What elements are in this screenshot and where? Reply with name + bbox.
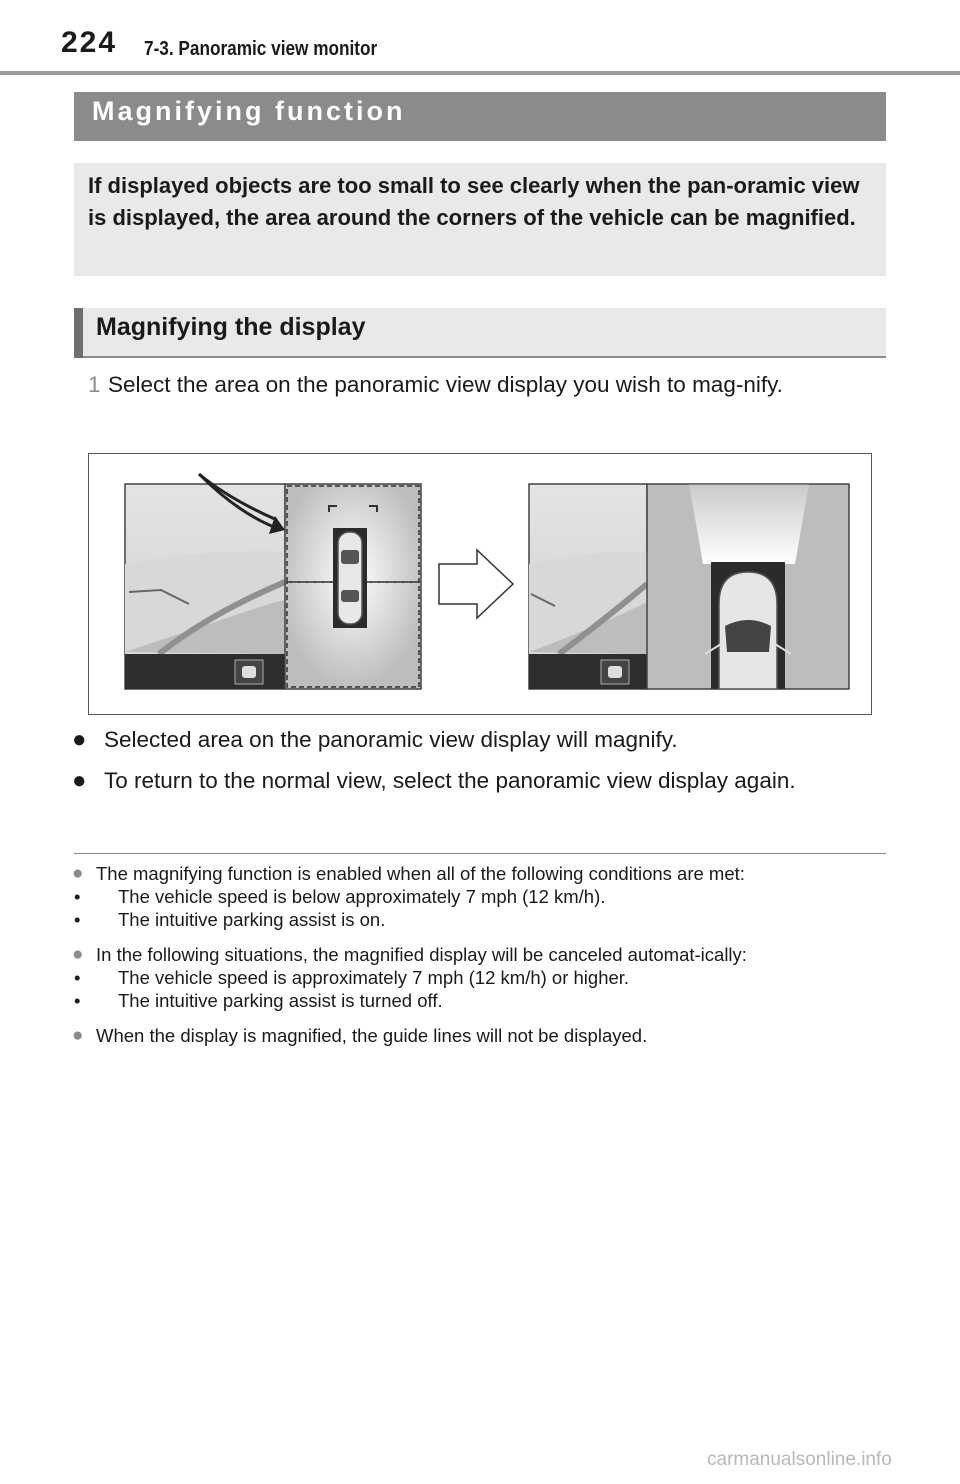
step-1 [88, 368, 878, 402]
bullet-text: To return to the normal view, select the panoramic view display again. [104, 768, 796, 793]
sub-bullet: • [74, 990, 81, 1011]
note-bullet: ● [72, 1025, 84, 1046]
left-screen-panoramic-view [285, 484, 421, 689]
sub-bullet: • [74, 967, 81, 988]
bullet-text: Selected area on the panoramic view display will magnify. [104, 727, 678, 752]
note-bullet: ● [72, 863, 84, 884]
step-text: Select the area on the panoramic view display you wish to mag-nify. [108, 372, 783, 397]
note-text: When the display is magnified, the guide lines will not be displayed. [96, 1025, 648, 1046]
bullet-item [72, 723, 872, 757]
subheading-title: Magnifying the display [96, 313, 366, 341]
heading-title: Magnifying function [92, 96, 406, 126]
page-header [0, 0, 960, 76]
sub-bullet: • [74, 909, 81, 930]
note-text: The magnifying function is enabled when all of the following conditions are met: [96, 863, 745, 884]
intro-text: If displayed objects are too small to see clearly when the pan-oramic view is displayed, the area around the corners of the vehicle can be magnified. [88, 173, 860, 230]
note-sub-text: The vehicle speed is approximately 7 mph (12 km/h) or higher. [118, 967, 630, 988]
page-number: 224 [61, 26, 118, 59]
note-bullet: ● [72, 944, 84, 965]
subheading-accent-bar [74, 308, 83, 358]
bullet-item [72, 764, 872, 798]
note-sub-item [72, 908, 884, 931]
note-sub-item [72, 966, 884, 989]
notes-section [72, 862, 884, 1059]
note-item [72, 1024, 884, 1047]
step-number: 1 [88, 372, 101, 397]
right-arrow-icon [439, 550, 513, 618]
right-screen-camera-view [529, 484, 647, 689]
sub-bullet: • [74, 886, 81, 907]
section-title: 7-3. Panoramic view monitor [144, 38, 378, 60]
note-sub-text: The intuitive parking assist is turned off. [118, 990, 443, 1011]
note-sub-text: The intuitive parking assist is on. [118, 909, 386, 930]
header-rule [0, 71, 960, 75]
note-sub-item [72, 885, 884, 908]
illustration-svg [89, 454, 871, 714]
notes-divider [74, 853, 886, 854]
illustration [88, 453, 872, 715]
note-item [72, 943, 884, 1012]
note-text: In the following situations, the magnified display will be canceled automat-ically: [96, 944, 747, 965]
note-sub-item [72, 989, 884, 1012]
left-screen-camera-view [125, 484, 285, 689]
bullet-dot: ● [72, 767, 87, 794]
car-top-view-icon [338, 532, 362, 624]
watermark: carmanualsonline.info [707, 1449, 892, 1470]
right-screen-magnified-view [647, 484, 849, 689]
note-item [72, 862, 884, 931]
bullet-dot: ● [72, 726, 87, 753]
parking-assist-icon [242, 666, 256, 678]
note-sub-text: The vehicle speed is below approximately 7 mph (12 km/h). [118, 886, 606, 907]
